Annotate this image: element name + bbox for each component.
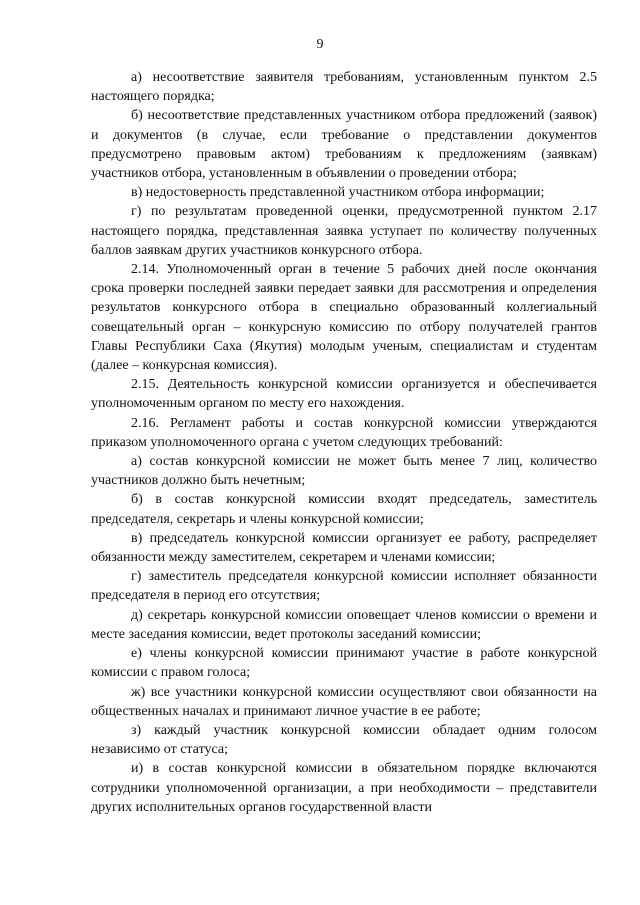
paragraph-v-unreliable-information: в) недостоверность представленной участником отбора информации; xyxy=(131,185,545,201)
paragraph-a-noncompliance-applicant: а) несоответствие заявителя требованиям, установленным пунктом 2.5 настоящего порядка; xyxy=(91,70,597,105)
paragraph-2-16-i: и) в состав конкурсной комиссии в обязательном порядке включаются сотрудники уполномоченной организации, а при необходимости – представители других исполнительных органов государственной власти xyxy=(91,761,597,815)
paragraph-2-16-zh: ж) все участники конкурсной комиссии осуществляют свои обязанности на общественных началах и принимают личное участие в ее работе; xyxy=(91,684,597,719)
paragraph-2-16-e: е) члены конкурсной комиссии принимают участие в работе конкурсной комиссии с правом голоса; xyxy=(91,646,597,681)
paragraph-2-16-g: г) заместитель председателя конкурсной комиссии исполняет обязанности председателя в период его отсутствия; xyxy=(91,569,597,604)
paragraph-2-16: 2.16. Регламент работы и состав конкурсной комиссии утверждаются приказом уполномоченного органа с учетом следующих требований: xyxy=(91,415,597,450)
page-number: 9 xyxy=(316,37,324,52)
paragraph-2-16-d: д) секретарь конкурсной комиссии оповещает членов комиссии о времени и месте заседания комиссии, ведет протоколы заседаний комиссии; xyxy=(91,607,597,642)
paragraph-g-evaluation-results: г) по результатам проведенной оценки, предусмотренной пунктом 2.17 настоящего порядка, представленная заявка уступает по количеству полученных баллов заявкам других участников конкурсного отбора. xyxy=(91,204,597,258)
paragraph-2-14: 2.14. Уполномоченный орган в течение 5 рабочих дней после окончания срока проверки последней заявки передает заявки для рассмотрения и определения результатов конкурсного отбора в специально образованный коллегиальный совещательный орган – конкурсную комиссию по отбору получателей грантов Главы Республики Саха (Якутия) молодым ученым, специалистам и студентам (далее – конкурсная комиссия). xyxy=(91,262,597,374)
paragraph-2-16-z: з) каждый участник конкурсной комиссии обладает одним голосом независимо от статуса; xyxy=(91,722,597,758)
paragraph-2-16-v: в) председатель конкурсной комиссии организует ее работу, распределяет обязанности между заместителем, секретарем и членами комиссии; xyxy=(91,530,597,566)
paragraph-b-noncompliance-documents: б) несоответствие представленных участником отбора предложений (заявок) и документов (в случае, если требование о представлении документов предусмотрено правовым актом) требованиям к предложениям (заявкам) участников отбора, установленным в объявлении о проведении отбора; xyxy=(91,108,597,182)
document-body xyxy=(91,68,597,817)
paragraph-2-15: 2.15. Деятельность конкурсной комиссии организуется и обеспечивается уполномоченным органом по месту его нахождения. xyxy=(91,377,597,412)
paragraph-2-16-b: б) в состав конкурсной комиссии входят председатель, заместитель председателя, секретарь и члены конкурсной комиссии; xyxy=(91,492,597,527)
paragraph-2-16-a: а) состав конкурсной комиссии не может быть менее 7 лиц, количество участников должно быть нечетным; xyxy=(91,454,597,489)
